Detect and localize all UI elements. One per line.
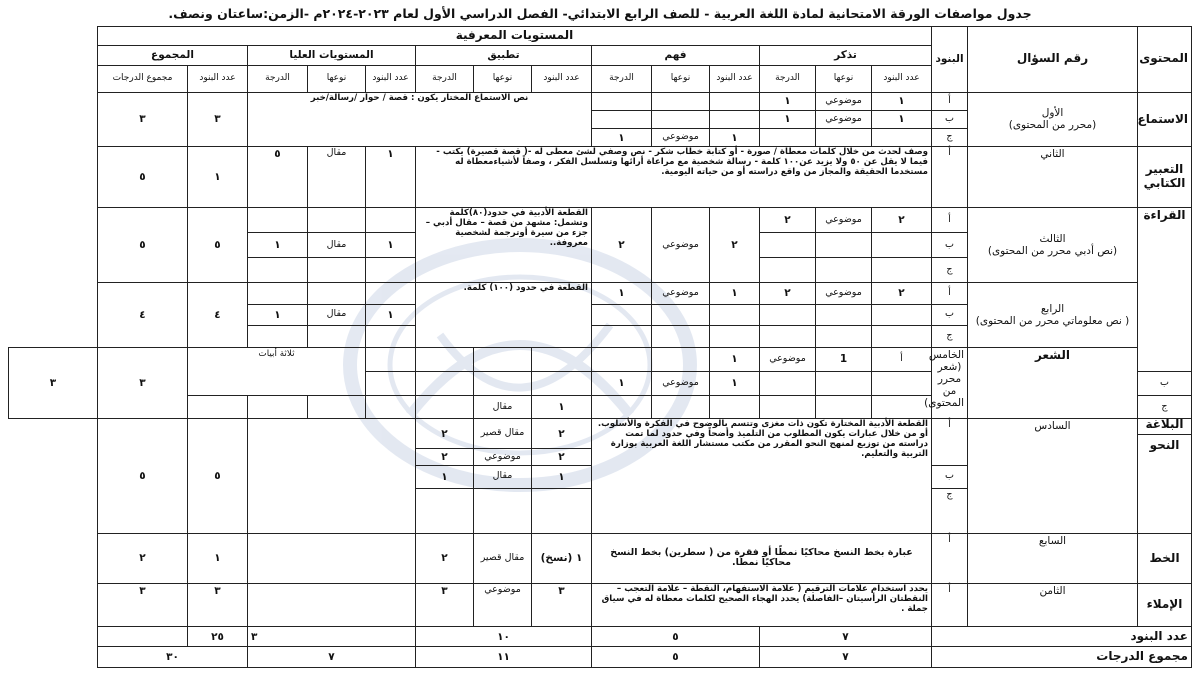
footer-scores-apply: ١١ [416,647,592,668]
cell-type: مقال قصير [474,534,532,584]
cell-value: ١ [760,92,816,110]
cell-value: ١ [366,304,416,326]
item-letter: أ [932,147,968,208]
cell-value: ١ [416,466,474,489]
header-higher-levels: المستويات العليا [248,46,416,65]
item-letter: أ [932,92,968,110]
poetry-text: ثلاثة أبيات [188,347,366,395]
cell-value: ١ [248,304,308,326]
cell-type: مقال [474,466,532,489]
cell-type: مقال [308,304,366,326]
sub-type: نوعها [652,65,710,92]
dictation-items-count: ٣ [188,583,248,626]
content-writing: التعبير الكتابي [1138,147,1192,208]
listening-total-score: ٣ [97,92,187,146]
content-dictation: الإملاء [1138,583,1192,626]
header-remember: تذكر [760,46,932,65]
cell-value: ٥ [248,147,308,208]
footer-items-higher: ٣ [248,626,416,646]
sub-type: نوعها [474,65,532,92]
grammar-total-score: ٥ [97,419,187,534]
cell-type: موضوعي [816,283,872,305]
footer-items-label: عدد البنود [932,626,1192,646]
item-letter: ج [932,258,968,283]
footer-items-understand: ٥ [592,626,760,646]
cell-value: ٢ [416,448,474,465]
cell-type: موضوعي [652,371,710,395]
cell-value: ١ (نسخ) [532,534,592,584]
reading2-text: القطعة في حدود (١٠٠) كلمة. [416,283,592,348]
reading2-items-count: ٤ [188,283,248,348]
sub-items-count: عدد البنود [872,65,932,92]
poetry-total-score: ٣ [9,347,98,419]
cell-type: موضوعي [760,347,816,371]
cell-type: مقال [308,233,366,258]
question-reading2: الرابع ( نص معلوماتي محرر من المحتوى) [968,283,1138,348]
footer-items-total: ٢٥ [188,626,248,646]
item-letter: ج [932,128,968,146]
item-letter: ب [932,304,968,326]
question-listening: الأول (محرر من المحتوى) [968,92,1138,146]
reading-items-count: ٥ [188,208,248,283]
cell-value: ١ [872,92,932,110]
cell-type: موضوعي [816,110,872,128]
cell-value: ١ [710,347,760,371]
header-total: المجموع [97,46,247,65]
sub-score: الدرجة [592,65,652,92]
item-letter: أ [932,583,968,626]
content-balagha: البلاغة [1138,418,1191,435]
item-letter: ب [932,110,968,128]
cell-value: ٣ [532,583,592,626]
reading2-total-score: ٤ [97,283,187,348]
grammar-text: القطعة الأدبية المختارة تكون ذات مغزى وتتسم بالوضوح في الفكرة والأسلوب. أو من خلال عبارات يكون المطلوب من التلميذ وأضحاً وفي حدود لما تمت دراسته من توزيع لمنهج النحو المقرر من مكتب مستشار اللغة العربية بوزارة التربية والتعليم. [592,419,932,534]
sub-items-count-2: عدد البنود [188,65,248,92]
cell-value: ٢ [760,208,816,233]
specification-table [8,26,1192,668]
cell-value: ١ [592,128,652,146]
footer-items-remember: ٧ [760,626,932,646]
calligraphy-total-score: ٢ [97,534,187,584]
calligraphy-items-count: ١ [188,534,248,584]
reading-text: القطعة الأدبية في حدود(٨٠)كلمة وتشمل: مشهد من قصة – مقال أدبي – جزء من سيرة أوترجمة لشخصية معروفة.. [416,208,592,283]
header-understand: فهم [592,46,760,65]
content-grammar: البلاغة النحو [1138,419,1192,534]
cell-type: موضوعي [652,208,710,283]
footer-scores-higher: ٧ [248,647,416,668]
cell-value: ١ [532,466,592,489]
cell-type: موضوعي [816,92,872,110]
cell-value: ١ [592,283,652,305]
question-poetry: الخامس (شعر محرر من المحتوى) [932,347,968,419]
question-writing: الثاني [968,147,1138,208]
cell-value: ١ [710,128,760,146]
footer-scores-total: ٣٠ [97,647,247,668]
item-letter: ب [1138,371,1192,395]
footer-scores-remember: ٧ [760,647,932,668]
reading-total-score: ٥ [97,208,187,283]
cell-type: موضوعي [652,128,710,146]
page-title: جدول مواصفات الورقة الامتحانية لمادة اللغة العربية - للصف الرابع الابتدائي- الفصل الدراسي الأول لعام ٢٠٢٣-٢٠٢٤م -الزمن:ساعتان ونصف. [168,6,1032,21]
header-cognitive-levels: المستويات المعرفية [97,27,931,46]
header-content: المحتوى [1138,27,1192,93]
grammar-items-count: ٥ [188,419,248,534]
dictation-text: يحدد استخدام علامات الترقيم ( علامة الاستفهام، النقطة – علامة التعجب – النقطتان الرأسيتان –الفاصلة) يحدد الهجاء الصحيح لكلمات معطاة له في سياق جملة . [592,583,932,626]
listening-text: نص الاستماع المختار يكون : قصة / حوار /رسالة/خبر [248,92,592,146]
sub-items-count: عدد البنود [532,65,592,92]
content-calligraphy: الخط [1138,534,1192,584]
header-question-no: رقم السؤال [968,27,1138,93]
item-letter: ج [932,326,968,348]
cell-value: ١ [592,371,652,395]
sub-score: الدرجة [760,65,816,92]
footer-items-apply: ١٠ [416,626,592,646]
cell-value: ١ [760,110,816,128]
content-reading: القراءة [1138,208,1192,371]
sub-items-count: عدد البنود [710,65,760,92]
header-apply: تطبيق [416,46,592,65]
cell-value: ٢ [532,448,592,465]
cell-type: موضوعي [816,208,872,233]
cell-value: ٢ [872,208,932,233]
item-letter: أ [872,347,932,371]
cell-value: ٣ [416,583,474,626]
item-letter: أ [932,419,968,466]
item-letter: أ [932,208,968,233]
listening-items-count: ٣ [188,92,248,146]
cell-type: مقال قصير [474,419,532,448]
cell-value: ١ [710,371,760,395]
content-listening: الاستماع [1138,92,1192,146]
cell-type: موضوعي [474,583,532,626]
cell-value: ١ [532,395,592,419]
cell-value: ١ [872,110,932,128]
footer-scores-understand: ٥ [592,647,760,668]
cell-value: ٢ [592,208,652,283]
content-poetry: الشعر [968,347,1138,419]
sub-items-count: عدد البنود [366,65,416,92]
cell-type: مقال [308,147,366,208]
question-calligraphy: السابع [968,534,1138,584]
sub-score: الدرجة [416,65,474,92]
item-letter: ب [932,466,968,489]
sub-total-score: مجموع الدرجات [97,65,187,92]
sub-type: نوعها [816,65,872,92]
footer-scores-label: مجموع الدرجات [932,647,1192,668]
writing-items-count: ١ [188,147,248,208]
question-dictation: الثامن [968,583,1138,626]
item-letter: ج [1138,395,1192,419]
cell-type: مقال [474,395,532,419]
dictation-total-score: ٣ [97,583,187,626]
cell-value: ١ [248,233,308,258]
writing-total-score: ٥ [97,147,187,208]
cell-value: ١ [710,283,760,305]
cell-value: ١ [366,147,416,208]
item-letter: ب [932,233,968,258]
cell-value: ٢ [416,534,474,584]
calligraphy-text: عبارة بخط النسخ محاكيًا نمطًا أو فقرة من ( سطرين) بخط النسخ محاكيًا نمطًا. [592,534,932,584]
writing-text: وصف لحدث من خلال كلمات معطاة / صورة - أو كتابة خطاب شكر - نص وصفي لشئ معطى له -( قصة قصيرة) يكتب - فيما لا يقل عن ٥٠ ولا يزيد عن١٠٠ كلمة - رسالة شخصية مع مراعاة أرائها وتسلسل الفكر ، وصفاً لأشياءمعطاة له مستخدما الحقيقة والمجاز من واقع دراسته أو من حياته اليومية. [416,147,932,208]
header-items: البنود [932,27,968,93]
cell-value: ٢ [710,208,760,283]
question-grammar: السادس [968,419,1138,534]
cell-type: موضوعي [652,283,710,305]
cell-value: 1 [816,347,872,371]
sub-type: نوعها [308,65,366,92]
cell-value: ٢ [760,283,816,305]
sub-score: الدرجة [248,65,308,92]
cell-value: ١ [366,233,416,258]
cell-value: ٢ [532,419,592,448]
item-letter: أ [932,283,968,305]
question-reading: الثالث (نص أدبي محرر من المحتوى) [968,208,1138,283]
item-letter: أ [932,534,968,584]
cell-value: ٢ [872,283,932,305]
cell-value: ٢ [416,419,474,448]
item-letter: ج [932,488,968,533]
cell-type: موضوعي [474,448,532,465]
poetry-items-count: ٣ [97,347,187,419]
